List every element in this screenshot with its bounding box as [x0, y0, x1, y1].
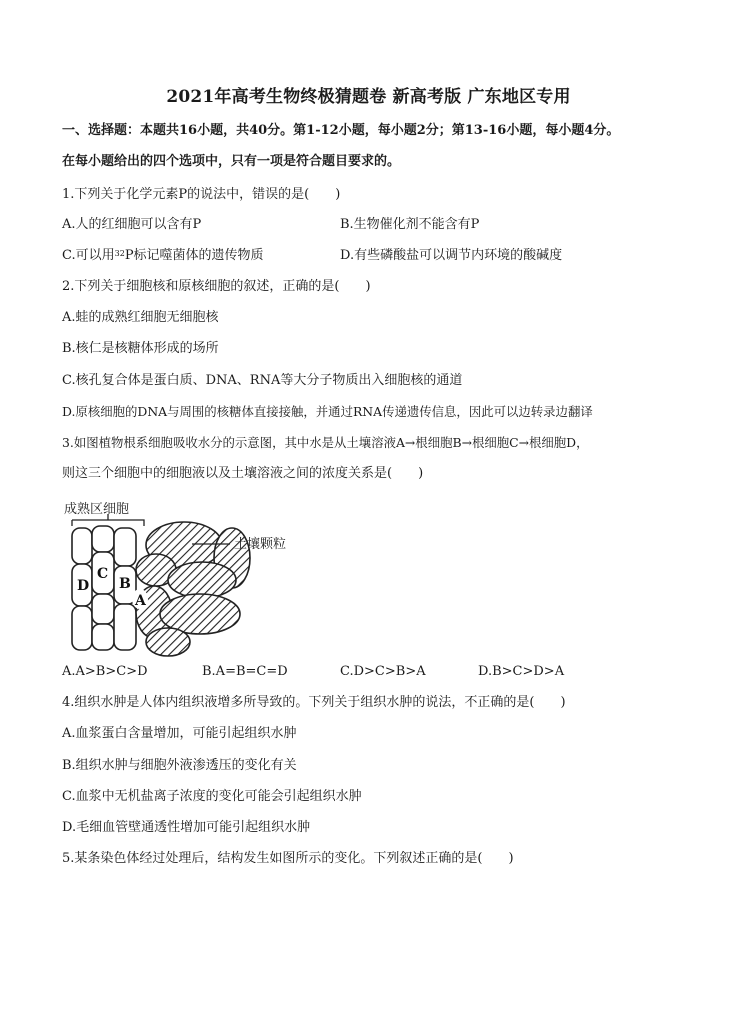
q3-option-b: B.A=B=C=D [202, 664, 288, 679]
figure-letter-c: C [97, 566, 109, 582]
cell-c-bottom [92, 624, 114, 650]
figure-label-mature-zone-cells: 成熟区细胞 [64, 502, 130, 517]
q2-option-a: A.蛙的成熟红细胞无细胞核 [62, 310, 219, 325]
cell-b-lower [114, 604, 136, 650]
q1-option-c-superscript: 32 [114, 249, 125, 258]
q3-option-c: C.D>C>B>A [340, 664, 426, 679]
figure-letter-b: B [119, 576, 131, 592]
section-instructions-line2: 在每小题给出的四个选项中，只有一项是符合题目要求的。 [62, 154, 401, 169]
q4-stem: 4.组织水肿是人体内组织液增多所导致的。下列关于组织水肿的说法，不正确的是( ) [62, 695, 566, 710]
cell-c-lower [92, 594, 114, 624]
q2-option-b: B.核仁是核糖体形成的场所 [62, 341, 219, 356]
q2-option-d: D.原核细胞的DNA与周围的核糖体直接接触，并通过RNA传递遗传信息，因此可以边转录边翻译 [62, 404, 593, 419]
root-cell-water-absorption-figure [62, 498, 322, 658]
section-instructions-line1: 一、选择题：本题共16小题，共40分。第1-12小题，每小题2分；第13-16小题，每小题4分。 [62, 123, 620, 138]
figure-label-soil-particles: 土壤颗粒 [234, 537, 287, 552]
q1-option-a: A.人的红细胞可以含有P [62, 217, 202, 232]
q4-option-d: D.毛细血管壁通透性增加可能引起组织水肿 [62, 820, 311, 835]
cell-d-upper [72, 528, 92, 564]
cell-d-lower [72, 606, 92, 650]
soil-particle-4 [168, 562, 236, 598]
q4-option-b: B.组织水肿与细胞外液渗透压的变化有关 [62, 758, 297, 773]
q1-option-c-suffix: P标记噬菌体的遗传物质 [124, 248, 264, 263]
figure-letter-d: D [77, 578, 90, 594]
q1-option-c-prefix: C.可以用 [62, 248, 115, 263]
q1-option-c [62, 247, 264, 265]
q2-stem: 2.下列关于细胞核和原核细胞的叙述，正确的是( ) [62, 279, 371, 294]
exam-title: 2021年高考生物终极猜题卷 新高考版 广东地区专用 [166, 87, 571, 107]
cell-c-upper [92, 526, 114, 552]
q5-stem: 5.某条染色体经过处理后，结构发生如图所示的变化。下列叙述正确的是( ) [62, 851, 514, 866]
q1-option-b: B.生物催化剂不能含有P [340, 217, 480, 232]
q4-option-a: A.血浆蛋白含量增加，可能引起组织水肿 [62, 726, 297, 741]
q3-stem-line1: 3.如图植物根系细胞吸收水分的示意图，其中水是从土壤溶液A→根细胞B→根细胞C→根细胞D， [62, 435, 589, 450]
cell-b-upper [114, 528, 136, 566]
q3-option-d: D.B>C>D>A [478, 664, 565, 679]
soil-particles [136, 522, 250, 656]
figure-drawing [62, 498, 322, 658]
q1-option-d: D.有些磷酸盐可以调节内环境的酸碱度 [340, 248, 563, 263]
q3-stem-line2: 则这三个细胞中的细胞液以及土壤溶液之间的浓度关系是( ) [62, 466, 424, 481]
q3-option-a: A.A>B>C>D [62, 664, 148, 679]
q4-option-c: C.血浆中无机盐离子浓度的变化可能会引起组织水肿 [62, 789, 362, 804]
q2-option-c: C.核孔复合体是蛋白质、DNA、RNA等大分子物质出入细胞核的通道 [62, 373, 463, 388]
figure-letter-a: A [135, 593, 146, 609]
q1-stem: 1.下列关于化学元素P的说法中，错误的是( ) [62, 187, 341, 202]
soil-particle-7 [146, 628, 190, 656]
